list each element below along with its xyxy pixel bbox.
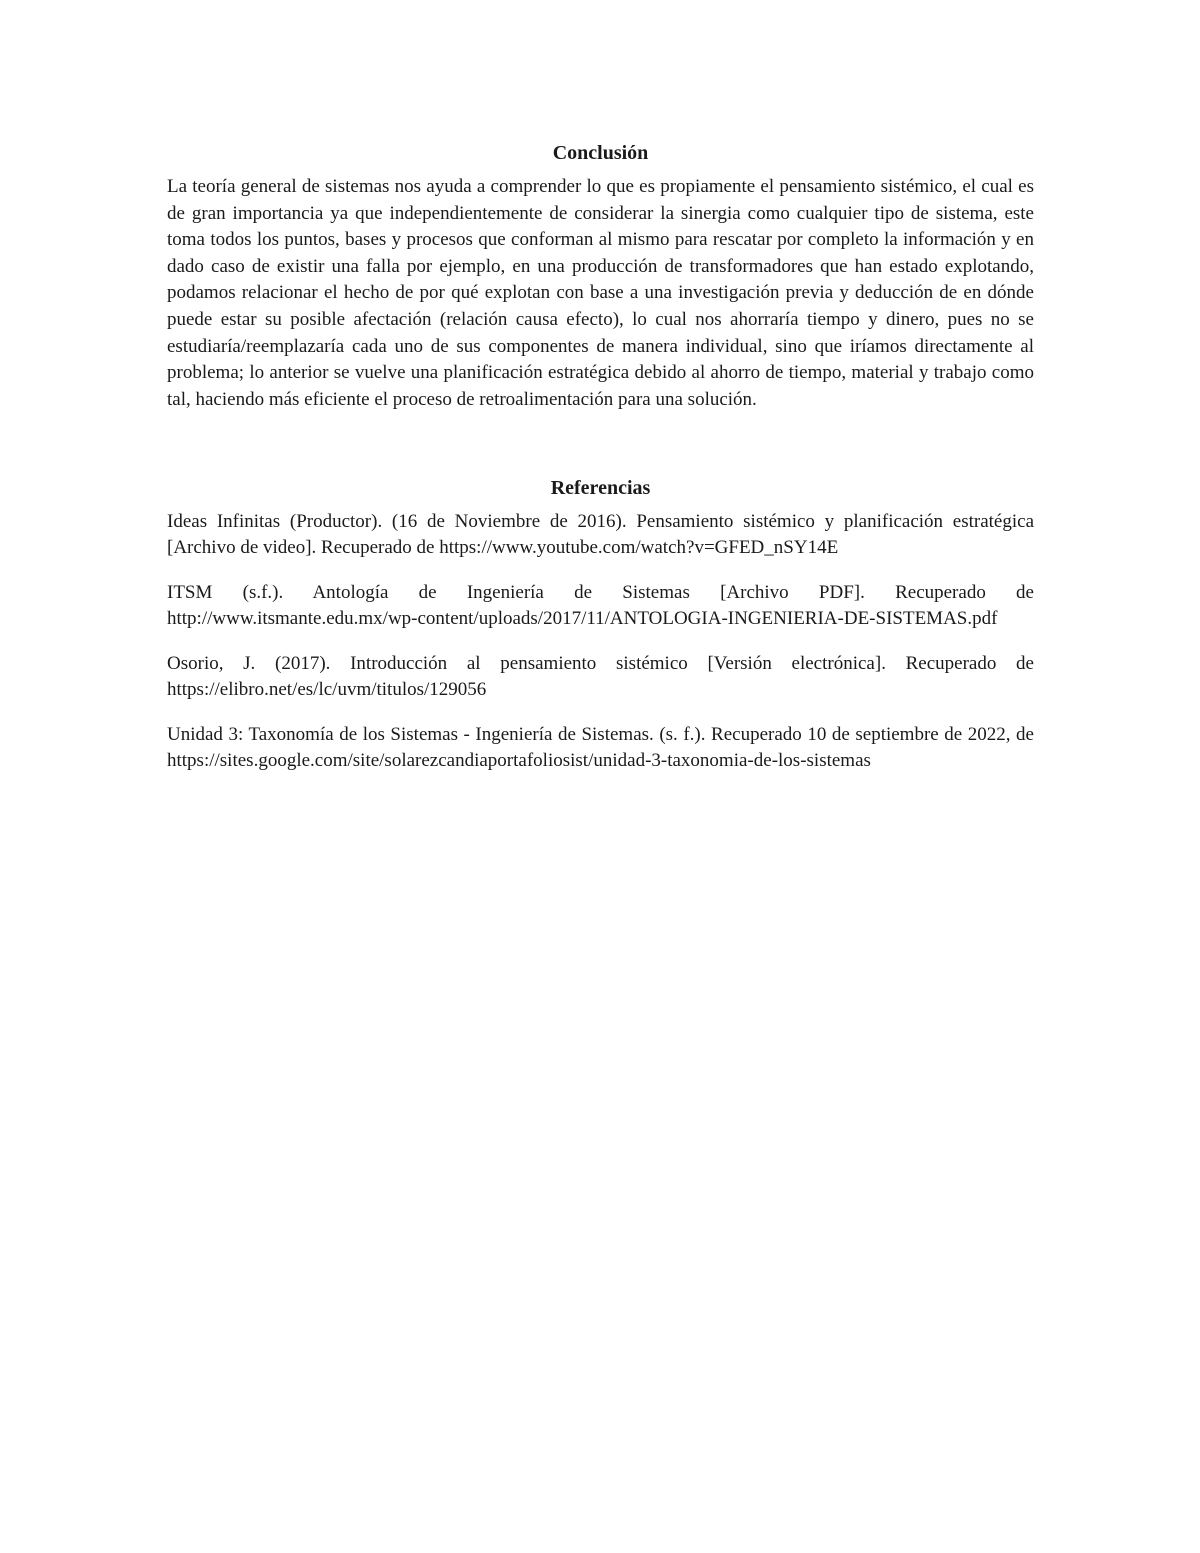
document-page <box>167 138 1034 793</box>
reference-item-unidad-3: Unidad 3: Taxonomía de los Sistemas - Ingeniería de Sistemas. (s. f.). Recuperado 10 de septiembre de 2022, de https://sites.google.com/site/solarezcandiaportafoliosist/unidad-3-taxonomia-de-los-sistemas <box>167 724 1034 772</box>
references-heading: Referencias <box>550 477 651 500</box>
reference-list <box>167 509 1034 774</box>
reference-item-itsm: ITSM (s.f.). Antología de Ingeniería de Sistemas [Archivo PDF]. Recuperado de http://www.itsmante.edu.mx/wp-content/uploads/2017/11/ANTOLOGIA-INGENIERIA-DE-SISTEMAS.pdf <box>167 582 1034 630</box>
section-spacer <box>167 413 1034 473</box>
reference-item-osorio: Osorio, J. (2017). Introducción al pensamiento sistémico [Versión electrónica]. Recuperado de https://elibro.net/es/lc/uvm/titulos/129056 <box>167 653 1034 701</box>
reference-item-ideas-infinitas: Ideas Infinitas (Productor). (16 de Noviembre de 2016). Pensamiento sistémico y planificación estratégica [Archivo de video]. Recuperado de https://www.youtube.com/watch?v=GFED_nSY14E <box>167 511 1034 559</box>
conclusion-paragraph: La teoría general de sistemas nos ayuda a comprender lo que es propiamente el pensamiento sistémico, el cual es de gran importancia ya que independientemente de considerar la sinergia como cualquier tipo de sistema, este toma todos los puntos, bases y procesos que conforman al mismo para rescatar por completo la información y en dado caso de existir una falla por ejemplo, en una producción de transformadores que han estado explotando, podamos relacionar el hecho de por qué explotan con base a una investigación previa y deducción de en dónde puede estar su posible afectación (relación causa efecto), lo cual nos ahorraría tiempo y dinero, pues no se estudiaría/reemplazaría cada uno de sus componentes de manera individual, sino que iríamos directamente al problema; lo anterior se vuelve una planificación estratégica debido al ahorro de tiempo, material y trabajo como tal, haciendo más eficiente el proceso de retroalimentación para una solución. <box>167 176 1034 410</box>
conclusion-heading: Conclusión <box>552 142 649 164</box>
